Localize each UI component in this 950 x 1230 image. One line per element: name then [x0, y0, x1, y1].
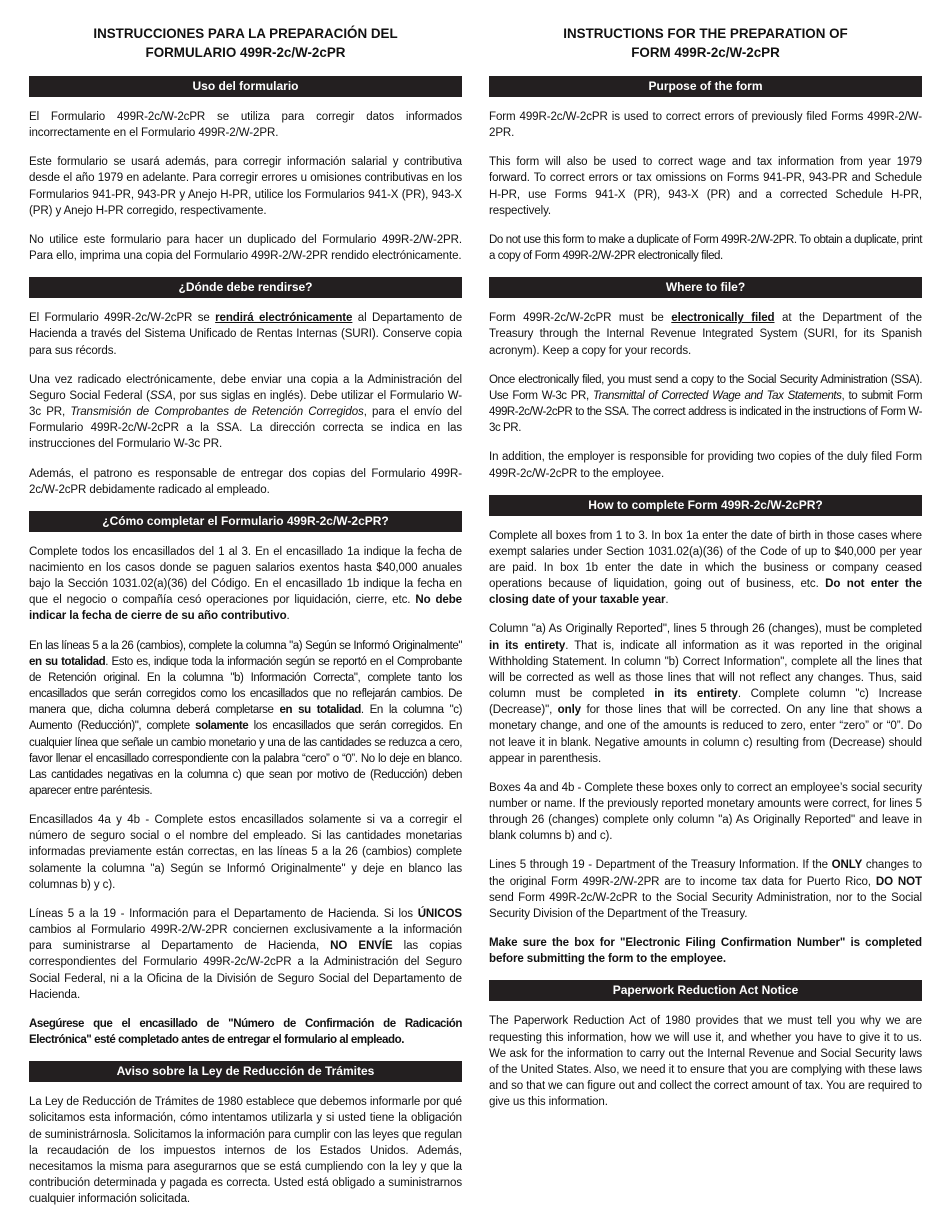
- english-title-line-1: INSTRUCTIONS FOR THE PREPARATION OF: [563, 26, 848, 41]
- purpose-heading: Purpose of the form: [489, 76, 922, 97]
- where-paragraph-1: Form 499R-2c/W-2cPR must be electronically filed at the Department of the Treasury through the Internal Revenue Integrated System (SURI, for its Spanish acronym). Keep a copy for your records.: [489, 312, 922, 357]
- uso-paragraph-1: El Formulario 499R-2c/W-2cPR se utiliza para corregir datos informados incorrectamente en el Formulario 499R-2/W-2PR.: [29, 111, 462, 140]
- where-paragraph-3: In addition, the employer is responsible for providing two copies of the duly filed Form 499R-2c/W-2cPR to the employee.: [489, 451, 922, 480]
- como-paragraph-5: Asegúrese que el encasillado de "Número de Confirmación de Radicación Electrónica" esté completado antes de entregar el formulario al empleado.: [29, 1017, 462, 1047]
- how-paragraph-1: Complete all boxes from 1 to 3. In box 1a enter the date of birth in those cases where exempt salaries under Section 1031.02(a)(36) of the Code of up to $40,000 per year are paid. In box 1b enter the date in which the business or company ceased operations because of liquidation, going out of business, etc. Do not enter the closing date of your taxable year.: [489, 529, 922, 607]
- paperwork-reduction-heading: Paperwork Reduction Act Notice: [489, 980, 922, 1001]
- english-title-line-2: FORM 499R-2c/W-2cPR: [631, 45, 780, 60]
- como-paragraph-1: Complete todos los encasillados del 1 al 3. En el encasillado 1a indique la fecha de nacimiento en los casos donde se paguen salarios exentos hasta $40,000 anuales bajo la Sección 1031.02(a)(36) del Código. En el encasillado 1b indique la fecha en que el negocio o compañía cesó operaciones por liquidación, cierre, etc. No debe indicar la fecha de cierre de su año contributivo.: [29, 545, 463, 623]
- english-document-title: [489, 24, 922, 62]
- como-paragraph-4: Líneas 5 a la 19 - Información para el Departamento de Hacienda. Si los ÚNICOS cambios al Formulario 499R-2/W-2PR conciernen exclusivamente a la información para suministrarse al Departamento de Hacienda, NO ENVÍE las copias correspondientes del Formulario 499R-2c/W-2cPR a la Administración del Seguro Social Federal, ni a la Oficina de la División de Seguro Social del Departamento de Hacienda.: [29, 907, 462, 1001]
- purpose-paragraph-2: This form will also be used to correct wage and tax information from year 1979 forward. To correct errors or tax omissions on Forms 941-PR, 943-PR and Schedule H-PR, use Forms 941-X (PR), 943-X (PR) and a corrected Schedule H-PR, respectively.: [489, 156, 922, 217]
- donde-paragraph-3: Además, el patrono es responsable de entregar dos copias del Formulario 499R-2c/W-2cPR debidamente radicado al empleado.: [29, 467, 462, 496]
- english-instructions-column: [489, 24, 922, 1123]
- uso-formulario-heading: Uso del formulario: [29, 76, 462, 97]
- where-to-file-heading: Where to file?: [489, 277, 922, 298]
- aviso-ley-heading: Aviso sobre la Ley de Reducción de Trámites: [29, 1061, 462, 1082]
- paperwork-paragraph-1: The Paperwork Reduction Act of 1980 provides that we must tell you why we are requesting this information, how we will use it, and whether you have to give it to us. We ask for the information to carry out the Internal Revenue and Social Security laws of the United States. Also, we need it to ensure that you are complying with these laws and so that we can figure out and collect the correct amount of tax. You are required to give us this information.: [489, 1015, 922, 1109]
- how-paragraph-2: Column "a) As Originally Reported", lines 5 through 26 (changes), must be completed in its entirety. That is, indicate all information as it was reported in the original Withholding Statement. In column "b) Correct Information", complete all the lines that will be corrected as well as those lines that will not reflect any changes. Thus, said column must be completed in its entirety. Complete column "c) Increase (Decrease)", only for those lines that will be corrected. On any line that shows a monetary change, and one of the amounts is reduced to zero, enter “zero” or “0”. Do not leave it in blank. Negative amounts in column c) resulting from (Decrease) should appear in parenthesis.: [489, 623, 923, 765]
- donde-paragraph-2: Una vez radicado electrónicamente, debe enviar una copia a la Administración del Seguro Social Federal (SSA, por sus siglas en inglés). Debe utilizar el Formulario W-3c PR, Transmisión de Comprobantes de Retención Corregidos, para el envío del Formulario 499R-2c/W-2cPR a la SSA. La dirección correcta se indica en las instrucciones del Formulario W-3c PR.: [29, 373, 462, 451]
- como-paragraph-2: En las líneas 5 a la 26 (cambios), complete la columna "a) Según se Informó Originalmente" en su totalidad. Esto es, indique toda la información según se reportó en el Comprobante de Retención original. En la columna "b) Información Correcta", complete tanto los encasillados que serán corregidos como los encasillados que no reflejarán cambios. De manera que, dicha columna deberá completarse en su totalidad. En la columna "c) Aumento (Reducción)", complete solamente los encasillados que serán corregidos. En cualquier línea que señale un cambio monetario y una de las cantidades se reduzca a cero, favor llenar el encasillado correspondiente con la palabra “cero” o “0”. No lo deje en blanco. Las cantidades negativas en la columna c) que sean por motivo de (Reducción) deben aparecer entre paréntesis.: [29, 639, 462, 797]
- how-to-complete-heading: How to complete Form 499R-2c/W-2cPR?: [489, 495, 922, 516]
- where-paragraph-2: Once electronically filed, you must send a copy to the Social Security Administration (SSA). Use Form W-3c PR, Transmittal of Corrected Wage and Tax Statements, to submit Form 499R-2c/W-2cPR to the SSA. The correct address is indicated in the instructions of Form W-3c PR.: [489, 373, 923, 435]
- donde-paragraph-1: El Formulario 499R-2c/W-2cPR se rendirá electrónicamente al Departamento de Hacienda a través del Sistema Unificado de Rentas Internas (SURI). Conserve copia para sus récords.: [29, 312, 463, 357]
- how-paragraph-3: Boxes 4a and 4b - Complete these boxes only to correct an employee’s social security number or name. If the previously reported monetary amounts were correct, for lines 5 through 26 (changes) complete only column "a) As Originally Reported" and leave in blank columns b) and c).: [489, 781, 922, 843]
- how-paragraph-4: Lines 5 through 19 - Department of the Treasury Information. If the ONLY changes to the original Form 499R-2/W-2PR are to income tax data for Puerto Rico, DO NOT send Form 499R-2c/W-2cPR to the Social Security Administration, nor to the Social Security Division of the Department of the Treasury.: [489, 859, 922, 920]
- donde-rendirse-heading: ¿Dónde debe rendirse?: [29, 277, 462, 298]
- como-completar-heading: ¿Cómo completar el Formulario 499R-2c/W-2cPR?: [29, 511, 462, 532]
- purpose-paragraph-1: Form 499R-2c/W-2cPR is used to correct errors of previously filed Forms 499R-2/W-2PR.: [489, 111, 922, 140]
- uso-paragraph-2: Este formulario se usará además, para corregir información salarial y contributiva desde el año 1979 en adelante. Para corregir errores u omisiones contributivas en los Formularios 941-PR, 943-PR y Anejo H-PR, utilice los Formularios 941-X (PR), 943-X (PR) y Anejo H-PR corregido, respectivamente.: [29, 156, 462, 217]
- spanish-document-title: [29, 24, 462, 62]
- spanish-title-line-2: FORMULARIO 499R-2c/W-2cPR: [145, 45, 346, 60]
- spanish-instructions-column: [29, 24, 462, 1220]
- spanish-title-line-1: INSTRUCCIONES PARA LA PREPARACIÓN DEL: [93, 26, 398, 41]
- uso-paragraph-3: No utilice este formulario para hacer un duplicado del Formulario 499R-2/W-2PR. Para ello, imprima una copia del Formulario 499R-2/W-2PR rendido electrónicamente.: [29, 233, 462, 263]
- aviso-paragraph-1: La Ley de Reducción de Trámites de 1980 establece que debemos informarle por qué solicitamos esta información, cómo intentamos utilizarla y si usted tiene la obligación de suministrárnosla. Solicitamos la información para cumplir con las leyes que regulan la recaudación de los impuestos internos de los Estados Unidos. Además, necesitamos la misma para asegurarnos que se está cumpliendo con la ley y que la contribución determinada y pagada es correcta. Usted está obligado a suministrarnos cualquier información solicitada.: [29, 1096, 462, 1206]
- purpose-paragraph-3: Do not use this form to make a duplicate of Form 499R-2/W-2PR. To obtain a duplicate, print a copy of Form 499R-2/W-2PR electronically filed.: [489, 233, 922, 263]
- how-paragraph-5: Make sure the box for "Electronic Filing Confirmation Number" is completed before submitting the form to the employee.: [489, 937, 922, 966]
- como-paragraph-3: Encasillados 4a y 4b - Complete estos encasillados solamente si va a corregir el número de seguro social o el nombre del empleado. Si las cantidades monetarias informadas previamente están correctas, en las líneas 5 a la 26 (cambios) complete solamente la columna "a) Según se Informó Originalmente" y deje en blanco las columnas b) y c).: [29, 814, 462, 891]
